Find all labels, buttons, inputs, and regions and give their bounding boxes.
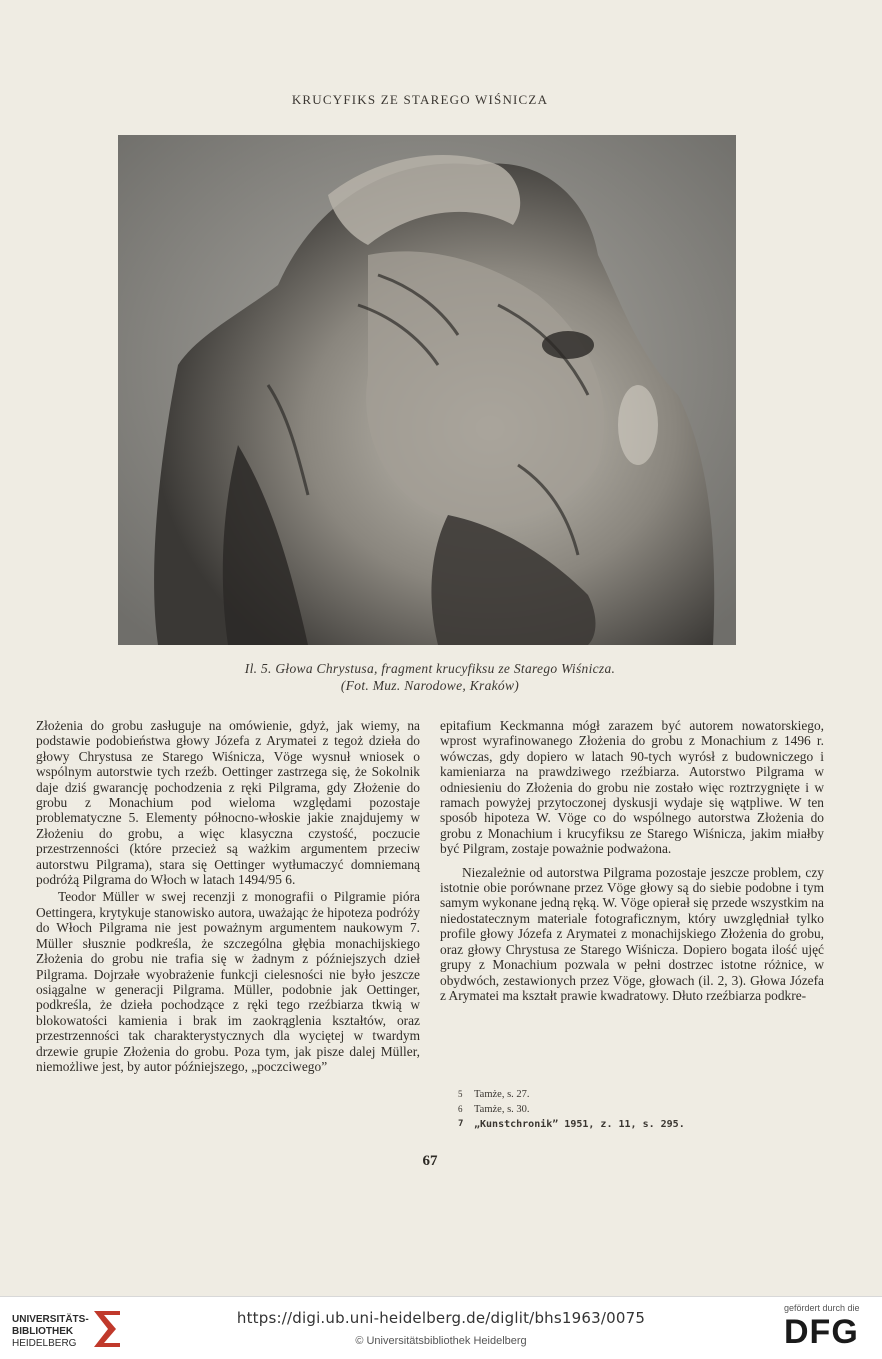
- sculpture-photo: [118, 135, 736, 645]
- figure-caption: [120, 660, 740, 694]
- footnote: [458, 1117, 828, 1132]
- footnote-number: 7: [458, 1119, 464, 1129]
- left-text-column: [36, 718, 420, 1074]
- permalink-url[interactable]: https://digi.ub.uni-heidelberg.de/diglit/bhs1963/0075: [236, 1309, 646, 1327]
- caption-line-2: (Fot. Muz. Narodowe, Kraków): [340, 678, 520, 693]
- footnotes: [458, 1087, 828, 1132]
- footnote-number: 5: [458, 1089, 463, 1099]
- footnote: [458, 1102, 828, 1117]
- left-paragraph-2: Teodor Müller w swej recenzji z monografii o Pilgramie pióra Oettingera, krytykuje stanowisko autora, uważając że hipoteza podróży do Włoch Pilgrama nie jest poważnym argumentem naukowym 7. Müller słusznie podkreśla, że szczególna głębia monachijskiego Złożenia do grobu nie trafia się w żadnym z późniejszych dzieł Pilgrama. Dojrzałe wyobrażenie funkcji cielesności nie było jeszcze osiągalne w generacji Pilgrama. Müller, podobnie jak Oettinger, podkreśla, że dzieła pochodzące z ręki tego rzeźbiarza tkwią w blokowatości kamienia i brak im zaokrąglenia kształtów, oraz przestrzenności tak charakterystycznych dla wyciętej w twardym drzewie grupie Złożenia do grobu. Poza tym, jak pisze dalej Müller, niemożliwe jest, by autor późniejszego, „poczciwego”: [36, 889, 420, 1074]
- caption-line-1: Il. 5. Głowa Chrystusa, fragment krucyfiksu ze Starego Wiśnicza.: [244, 661, 616, 676]
- right-text-column: [440, 718, 824, 1003]
- right-paragraph-2: Niezależnie od autorstwa Pilgrama pozostaje jeszcze problem, czy istotnie obie porównane przez Vöge głowy są do siebie podobne i tym samym wykonane jedną ręką. W. Vöge opierał się przede wszystkim na niedostatecznym materiale fotograficznym, który uwzględniał tylko profile głowy Józefa z Arymatei z monachijskiego Złożenia do grobu, oraz głowy Chrystusa ze Starego Wiśnicza. Dopiero bogata ilość ujęć grupy z Monachium pozwala w pełni dostrzec istotne różnice, w obydwóch, zestawionych przez Vöge, głowach (il. 2, 3). Głowa Józefa z Arymatei ma kształt prawie kwadratowy. Dłuto rzeźbiarza podkre-: [440, 864, 824, 1003]
- funding-label: gefördert durch die: [784, 1303, 860, 1313]
- running-head: KRUCYFIKS ZE STAREGO WIŚNICZA: [291, 92, 549, 107]
- viewer-footer: [0, 1296, 882, 1359]
- footnote-number: 6: [458, 1104, 463, 1114]
- library-line-2: BIBLIOTHEK: [12, 1326, 74, 1337]
- footnote-text: „Kunstchronik” 1951, z. 11, s. 295.: [474, 1119, 685, 1130]
- footnote-text: Tamże, s. 27.: [474, 1089, 530, 1100]
- copyright-notice: © Universitätsbibliothek Heidelberg: [355, 1335, 527, 1347]
- footnote: [458, 1087, 828, 1102]
- right-paragraph-1: epitafium Keckmanna mógł zarazem być autorem nowatorskiego, wprost wyrafinowanego Złożenia do grobu z Monachium z 1496 r. wówczas, gdy dopiero w latach 90-tych wyrósł z budowniczego i kamieniarza na prawdziwego rzeźbiarza. Autorstwo Pilgrama w odniesieniu do Złożenia do grobu nie zostało więc roztrzygnięte i w ramach powyżej przytoczonej dyskusji wydaje się wątpliwe. W ten sposób hipoteza W. Vöge co do wspólnego autorstwa Złożenia do grobu z Monachium i krucyfiksu ze Starego Wiśnicza, jakim miałby być Pilgram, zostaje poważnie podważona.: [440, 718, 824, 857]
- figure-photograph: [118, 135, 736, 645]
- left-paragraph-1: Złożenia do grobu zasługuje na omówienie, gdyż, jak wiemy, na podstawie podobieństwa głowy Józefa z Arymatei z tegoż dzieła do głowy Chrystusa ze Starego Wiśnicza, Vöge wysnuł wniosek o wspólnym autorstwie tych rzeźb. Oettinger zastrzega się, że Sokolnik daje dziś gwarancję pochodzenia z ręki Pilgrama, gdy Złożenie do grobu z Monachium pod wieloma względami pozostaje problematyczne 5. Elementy północno-włoskie jakie znajdujemy w Złożeniu do grobu, a więc klasyczna czystość, poczucie przestrzenności (które przecież są ważkim argumentem przeciw autorstwu Pilgrama), stara się Oettinger wytłumaczyć domniemaną podróżą Pilgrama do Włoch w latach 1494/95 6.: [36, 718, 420, 888]
- library-line-1: UNIVERSITÄTS-: [12, 1314, 89, 1325]
- library-line-3: HEIDELBERG: [12, 1338, 77, 1349]
- footnote-text: Tamże, s. 30.: [474, 1104, 530, 1115]
- page-number: 67: [422, 1153, 438, 1169]
- dfg-logo[interactable]: DFG: [784, 1313, 859, 1351]
